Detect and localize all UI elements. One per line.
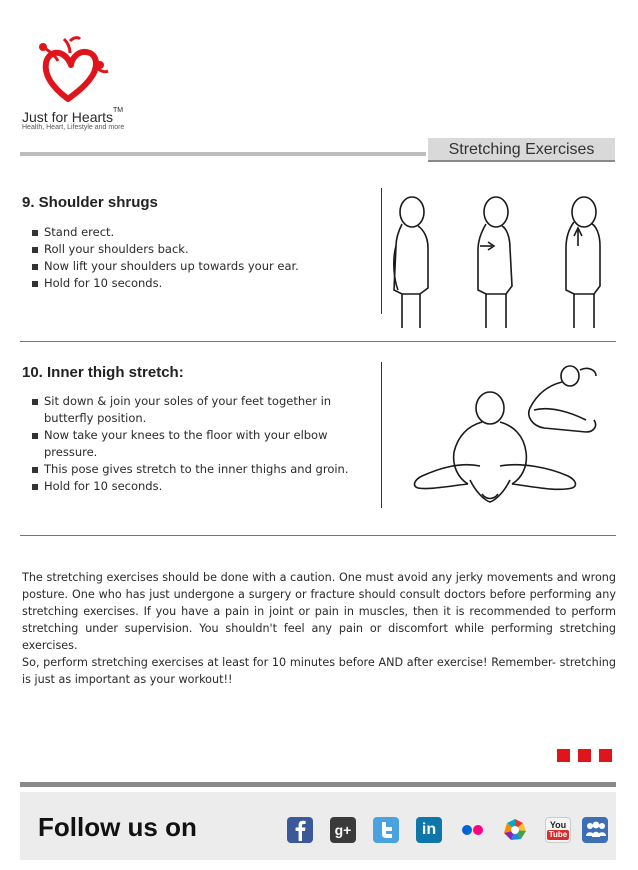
facebook-icon[interactable] xyxy=(287,817,313,843)
google-plus-icon[interactable]: g+ xyxy=(330,817,356,843)
trademark: TM xyxy=(113,107,124,114)
list-item: Hold for 10 seconds. xyxy=(32,478,349,495)
section-title-shoulder-shrugs: 9. Shoulder shrugs xyxy=(22,194,158,211)
decorative-red-square xyxy=(557,749,570,762)
linkedin-icon[interactable]: in xyxy=(416,817,442,843)
brand-tagline: Health, Heart, Lifestyle and more xyxy=(22,124,125,131)
list-item: Hold for 10 seconds. xyxy=(32,275,299,292)
twitter-icon[interactable] xyxy=(373,817,399,843)
decorative-red-square xyxy=(578,749,591,762)
shoulder-shrugs-steps xyxy=(32,224,299,292)
follow-us-label: Follow us on xyxy=(38,812,197,842)
decorative-red-square xyxy=(599,749,612,762)
list-item: Stand erect. xyxy=(32,224,299,241)
flickr-icon[interactable] xyxy=(459,817,485,843)
page-title: Stretching Exercises xyxy=(428,138,615,162)
list-item: Now lift your shoulders up towards your ear. xyxy=(32,258,299,275)
list-item: This pose gives stretch to the inner thighs and groin. xyxy=(32,461,349,478)
paragraph: So, perform stretching exercises at least for 10 minutes before AND after exercise! Remember- stretching is just as important as your workout!! xyxy=(22,656,616,686)
myspace-icon[interactable] xyxy=(582,817,608,843)
list-item-continuation: pressure. xyxy=(44,445,98,459)
brand-name: Just for Hearts™ xyxy=(22,107,124,125)
section-title-inner-thigh-stretch: 10. Inner thigh stretch: xyxy=(22,364,184,381)
section-divider-vertical xyxy=(381,362,382,508)
list-item: Now take your knees to the floor with your elbow xyxy=(32,427,349,444)
caution-paragraph xyxy=(22,569,616,688)
inner-thigh-stretch-illustration xyxy=(410,362,616,518)
title-rule xyxy=(20,152,426,156)
picasa-icon[interactable] xyxy=(502,817,528,843)
section-divider xyxy=(20,341,616,342)
inner-thigh-stretch-steps xyxy=(32,393,349,495)
footer-rule xyxy=(20,782,616,787)
shoulder-shrugs-illustration xyxy=(388,190,616,330)
paragraph: The stretching exercises should be done with a caution. One must avoid any jerky movements and wrong posture. One who has just undergone a surgery or fracture should consult doctors before performing any stretching exercises. If you have a pain in joint or pain in muscles, then it is recommended to perform stretching under supervision. You shouldn't feel any pain or discomfort while performing stretching exercises. xyxy=(22,571,616,652)
section-divider-vertical xyxy=(381,188,382,314)
list-item: Sit down & join your soles of your feet together in xyxy=(32,393,349,410)
just-for-hearts-logo xyxy=(30,35,112,105)
list-item: Roll your shoulders back. xyxy=(32,241,299,258)
section-divider xyxy=(20,535,616,536)
youtube-icon[interactable]: You Tube xyxy=(545,817,571,843)
list-item-continuation: butterfly position. xyxy=(44,411,147,425)
